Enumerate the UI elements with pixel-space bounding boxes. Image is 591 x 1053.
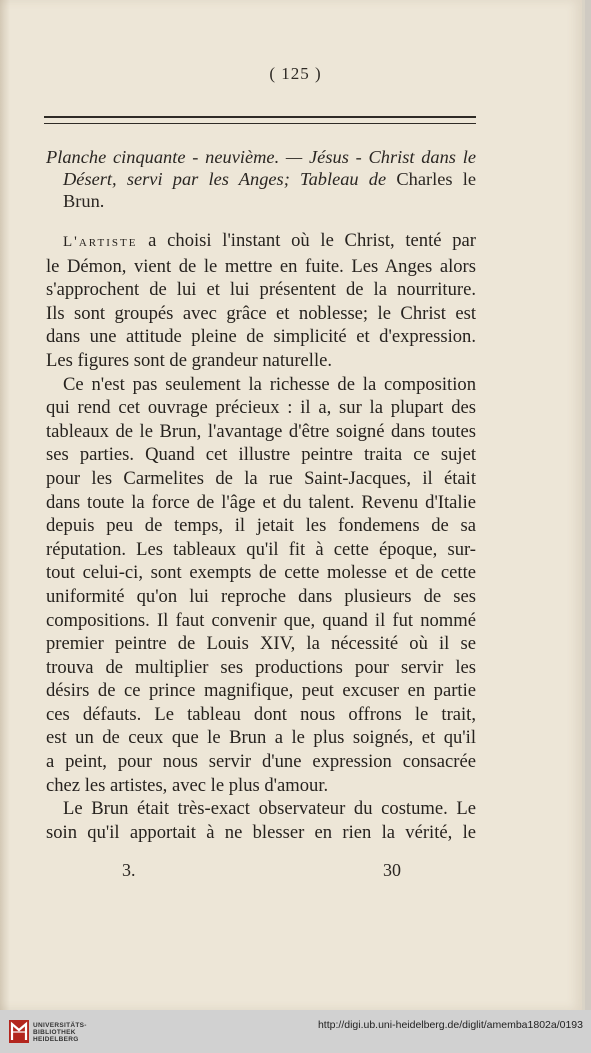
body-line: compositions. Il faut convenir que, quand il fut nommé: [46, 609, 476, 631]
body-line: Ce n'est pas seulement la richesse de la composition: [63, 373, 476, 395]
caption-line-1: Planche cinquante - neuvième. — Jésus - Christ dans le: [46, 147, 476, 167]
body-line: pour les Carmelites de la rue Saint-Jacques, il était: [46, 467, 476, 489]
body-line: tableaux de le Brun, l'avantage d'être soigné dans toutes: [46, 420, 476, 442]
library-footer-bar: [0, 1010, 591, 1053]
header-rule-thin: [44, 123, 476, 124]
sheet-number: 30: [383, 860, 401, 880]
body-line: désirs de ce prince magnifique, peut excuser en partie: [46, 680, 476, 702]
body-line: s'approchent de lui et lui présentent de la nourriture.: [46, 279, 476, 301]
body-line: soin qu'il apportait à ne blesser en rien la vérité, le: [46, 821, 476, 843]
body-line: est un de ceux que le Brun a le plus soignés, et qu'il: [46, 727, 476, 749]
header-rule-thick: [44, 116, 476, 118]
body-line: Ils sont groupés avec grâce et noblesse; le Christ est: [46, 302, 476, 324]
signature-mark: 3.: [122, 860, 136, 880]
body-line: depuis peu de temps, il jetait les fondemens de sa: [46, 515, 476, 537]
body-line: a peint, pour nous servir d'une expression consacrée: [46, 751, 476, 773]
university-library-logo-icon: [8, 1018, 30, 1045]
page-number: ( 125 ): [269, 64, 322, 83]
body-line: Les figures sont de grandeur naturelle.: [46, 349, 333, 371]
library-name: UNIVERSITÄTS- BIBLIOTHEK HEIDELBERG: [33, 1022, 87, 1043]
body-line: Le Brun était très-exact observateur du costume. Le: [63, 798, 476, 820]
body-line: qui rend cet ouvrage précieux : il a, sur la plupart des: [46, 397, 476, 419]
page-spine-shadow: [0, 0, 10, 1010]
caption-line-3: Brun.: [63, 191, 105, 211]
artiste-small-caps: L'artiste: [63, 234, 138, 250]
body-line: uniformité qu'on lui reproche dans plusieurs de ses: [46, 585, 476, 607]
body-line: L'artiste a choisi l'instant où le Christ, tenté par: [63, 230, 476, 251]
caption-line-2: Désert, servi par les Anges; Tableau de Charles le: [63, 169, 476, 189]
body-line: réputation. Les tableaux qu'il fit à cette époque, sur-: [46, 538, 476, 560]
plate-caption: [46, 146, 476, 212]
body-line: dans une attitude pleine de simplicité et d'expression.: [46, 326, 476, 348]
body-line: chez les artistes, avec le plus d'amour.: [46, 774, 329, 796]
body-line: premier peintre de Louis XIV, la nécessité où il se: [46, 633, 476, 655]
body-line: ces défauts. Le tableau dont nous offrons le trait,: [46, 703, 476, 725]
digital-object-url-link[interactable]: http://digi.ub.uni-heidelberg.de/diglit/amemba1802a/0193: [317, 1019, 583, 1031]
body-line: trouva de multiplier ses productions pour servir les: [46, 656, 476, 678]
body-line: le Démon, vient de le mettre en fuite. Les Anges alors: [46, 255, 476, 277]
body-line: dans toute la force de l'âge et du talent. Revenu d'Italie: [46, 491, 476, 513]
body-line: ses parties. Quand cet illustre peintre traita ce sujet: [46, 444, 476, 466]
body-line: tout celui-ci, sont exempts de cette molesse et de cette: [46, 562, 476, 584]
body-text: [46, 229, 476, 844]
